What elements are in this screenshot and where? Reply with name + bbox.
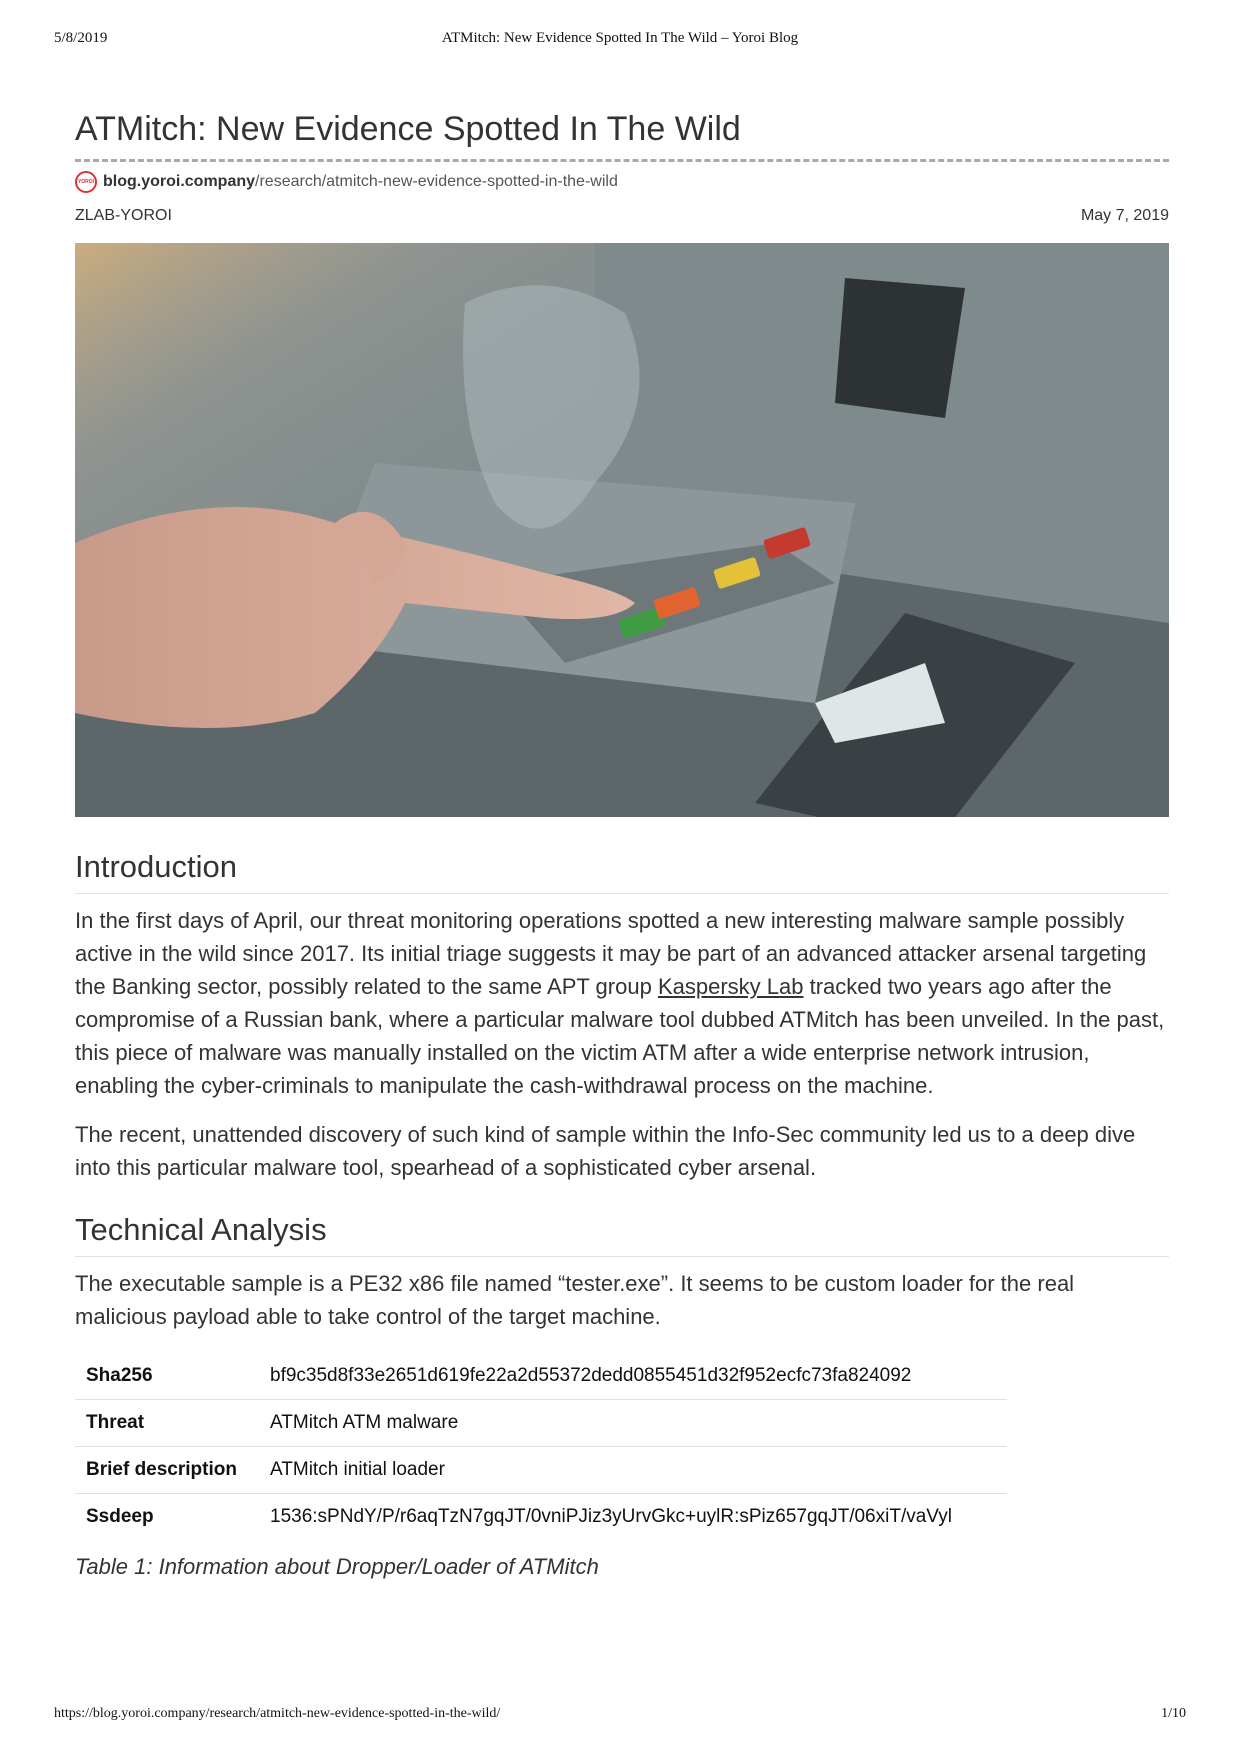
- section-heading-technical-analysis: Technical Analysis: [75, 1212, 327, 1247]
- title-divider: [75, 159, 1169, 162]
- sample-info-table: [75, 1353, 1007, 1540]
- print-date: 5/8/2019: [54, 30, 108, 46]
- table-key: Ssdeep: [86, 1506, 154, 1527]
- print-header: [54, 30, 1186, 52]
- yoroi-logo-icon: YOROI: [75, 171, 97, 193]
- table-value: ATMitch ATM malware: [259, 1400, 1007, 1447]
- table-row: [75, 1494, 1007, 1541]
- technical-paragraph-1: The executable sample is a PE32 x86 file named “tester.exe”. It seems to be custom loader for the real malicious payload able to take control of the target machine.: [75, 1271, 1075, 1329]
- print-footer: [54, 1706, 1186, 1728]
- table-row: [75, 1447, 1007, 1494]
- section-divider: [75, 893, 1169, 894]
- print-page-number: 1/10: [1161, 1706, 1186, 1721]
- table-value: bf9c35d8f33e2651d619fe22a2d55372dedd0855451d32f952ecfc73fa824092: [259, 1353, 1007, 1400]
- intro-text: In the first days of April, our threat monitoring operations spotted a new interesting malware sample possibly active in the wild since 2017. Its initial triage suggests it may be part of an advanced attacker arsenal targeting the Banking sector, possibly related to the same APT group: [75, 908, 1147, 999]
- introduction-section: [75, 847, 1169, 1184]
- technical-analysis-section: [75, 1210, 1169, 1333]
- table-key: Threat: [75, 1400, 259, 1447]
- table-row: [75, 1400, 1007, 1447]
- section-divider: [75, 1256, 1169, 1257]
- article-title: ATMitch: New Evidence Spotted In The Wild: [75, 110, 741, 148]
- table-row: [75, 1353, 1007, 1400]
- intro-text-cont: tracked two years ago after the compromise of a Russian bank, where a particular malware tool dubbed ATMitch has been unveiled. In the past, this piece of malware was manually installed on the victim ATM after a wide enterprise network intrusion, enabling the cyber-criminals to manipulate the cash-withdrawal process on the machine.: [75, 974, 1165, 1098]
- table-value: 1536:sPNdY/P/r6aqTzN7gqJT/0vniPJiz3yUrvGkc+uylR:sPiz657gqJT/06xiT/vaVyl: [270, 1506, 952, 1527]
- intro-paragraph-1: [75, 904, 1169, 1102]
- table-value: ATMitch initial loader: [259, 1447, 1007, 1494]
- hero-image: [75, 243, 1169, 817]
- intro-paragraph-2: The recent, unattended discovery of such kind of sample within the Info-Sec community led us to a deep dive into this particular malware tool, spearhead of a sophisticated cyber arsenal.: [75, 1122, 1136, 1180]
- table-key: Sha256: [75, 1353, 259, 1400]
- kaspersky-lab-link[interactable]: Kaspersky Lab: [657, 974, 804, 999]
- atm-keypad-photo: [75, 243, 1169, 817]
- section-heading-introduction: Introduction: [75, 849, 237, 884]
- print-page-title: ATMitch: New Evidence Spotted In The Wild – Yoroi Blog: [441, 30, 799, 46]
- source-domain: blog.yoroi.company: [103, 173, 256, 190]
- source-path: /research/atmitch-new-evidence-spotted-in-the-wild: [255, 173, 618, 190]
- author-name[interactable]: ZLAB-YOROI: [75, 207, 172, 224]
- table-key: Brief description: [75, 1447, 259, 1494]
- source-link[interactable]: [75, 171, 1169, 193]
- table-caption: Table 1: Information about Dropper/Loader of ATMitch: [75, 1554, 599, 1579]
- publish-date: May 7, 2019: [1080, 207, 1169, 224]
- print-url: https://blog.yoroi.company/research/atmitch-new-evidence-spotted-in-the-wild/: [54, 1706, 501, 1721]
- article: [75, 104, 1169, 1580]
- article-meta: [75, 207, 1169, 229]
